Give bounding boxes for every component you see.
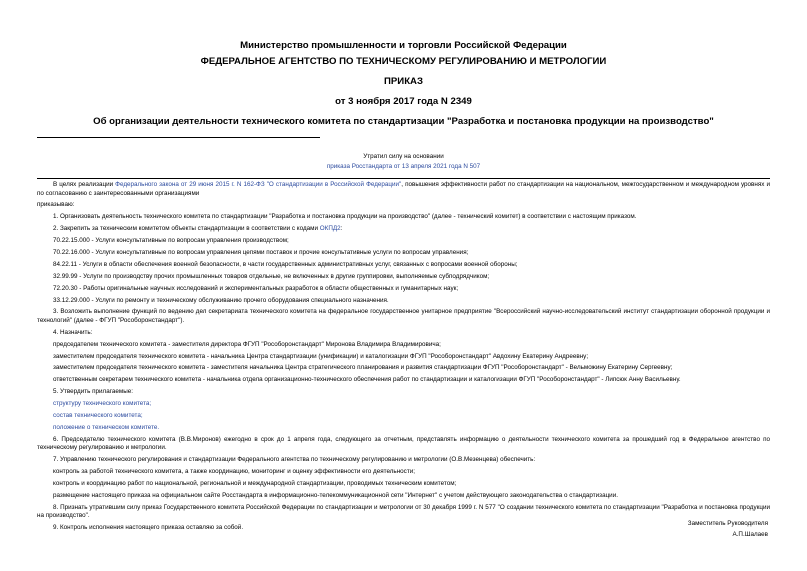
approved-item — [37, 400, 770, 409]
code-item: 32.99.99 - Услуги по производству прочих промышленных товаров отдельные, не включенных в другие группировки, выполняемые субподрядчиком; — [53, 272, 490, 280]
paragraph-4: 4. Назначить: — [53, 328, 93, 336]
doc-title: Об организации деятельности технического комитета по стандартизации "Разработка и постановка продукции на производство" — [93, 116, 714, 127]
paragraph-8: 8. Признать утратившим силу приказ Государственного комитета Российской Федерации по стандартизации и метрологии от 30 декабря 1999 г. N 577 "О создании технического комитета по стандартизации "Разработка и постановка продукции на производство". — [37, 503, 770, 520]
paragraph-2: 2. Закрепить за техническим комитетом объекты стандартизации в соответствии с кодами ОКПД2: — [53, 225, 343, 233]
paragraph-1: 1. Организовать деятельность технического комитета по стандартизации "Разработка и постановка продукции на производство" (далее - технический комитет) в соответствии с настоящим приказом. — [53, 213, 637, 221]
doc-date: от 3 ноября 2017 года N 2349 — [335, 96, 472, 107]
appointee-item: заместителем председателя технического комитета - заместителя начальника Центра стратегического планирования и развития стандартизации ФГУП "Рособоронстандарт" - Вельможину Екатерину Сергеевну; — [53, 364, 673, 372]
order-word: приказываю: — [37, 201, 75, 209]
lost-force-link[interactable]: приказа Росстандарта от 13 апреля 2021 года N 507 — [326, 163, 481, 170]
okpd2-link[interactable]: ОКПД2 — [319, 225, 341, 233]
appointee-item: ответственным секретарем технического комитета - начальника отдела организационно-технического обеспечения работ по стандартизации и каталогизации ФГУП "Рособоронстандарт" - Липсюк Анну Васильевну. — [53, 376, 681, 384]
code-item: 72.20.30 - Работы оригинальные научных исследований и экспериментальных разработок в области общественных и гуманитарных наук; — [53, 284, 459, 292]
separator-line-full — [37, 178, 770, 179]
intro-paragraph: В целях реализации Федерального закона от 29 июня 2015 г. N 162-ФЗ "О стандартизации в Российской Федерации", повышения эффективности работ по стандартизации на национальном, межгосударственном и международном уровнях и по согласованию с заинтересованными организациями — [37, 181, 770, 197]
composition-link[interactable]: состав технического комитета; — [53, 412, 143, 420]
lost-force-note: Утратил силу на основании — [363, 153, 444, 160]
paragraph-7: 7. Управлению технического регулирования и стандартизации Федерального агентства по техническому регулированию и метрологии (О.В.Мезенцева) обеспечить: — [53, 456, 536, 464]
agency-heading: ФЕДЕРАЛЬНОЕ АГЕНТСТВО ПО ТЕХНИЧЕСКОМУ РЕГУЛИРОВАНИЮ И МЕТРОЛОГИИ — [200, 56, 607, 67]
signature-position: Заместитель Руководителя — [687, 520, 768, 527]
approved-item — [37, 424, 770, 433]
code-item: 84.22.11 - Услуги в области обеспечения военной безопасности, в части государственных административных услуг, связанных с вопросами военной обороны; — [53, 260, 518, 268]
approved-item — [37, 412, 770, 421]
code-item: 70.22.15.000 - Услуги консультативные по вопросам управления производством; — [53, 237, 289, 245]
structure-link[interactable]: структуру технического комитета; — [53, 400, 152, 408]
paragraph-9: 9. Контроль исполнения настоящего приказа оставляю за собой. — [53, 524, 244, 532]
code-item: 33.12.29.000 - Услуги по ремонту и техническому обслуживанию прочего оборудования специального назначения. — [53, 296, 389, 304]
document-body — [37, 181, 770, 536]
duty-item: контроль и координацию работ по национальной, региональной и международной стандартизации, проводимых техническим комитетом; — [53, 479, 457, 487]
signature-name: А.П.Шалаев — [732, 531, 768, 538]
appointee-item: заместителем председателя технического комитета - начальника Центра стандартизации (унификации) и каталогизации ФГУП "Рособоронстандарт" Авдохину Екатерину Андреевну; — [53, 352, 589, 360]
federal-law-link[interactable]: Федерального закона от 29 июня 2015 г. N 162-ФЗ "О стандартизации в Российской Федерации" — [115, 181, 402, 188]
doc-type-heading: ПРИКАЗ — [384, 76, 423, 87]
separator-line — [37, 137, 320, 138]
code-item: 70.22.16.000 - Услуги консультативные по вопросам управления цепями поставок и прочие консультативные услуги по вопросам управления; — [53, 248, 469, 256]
duty-item: контроль за работой технического комитета, а также координацию, мониторинг и оценку эффективности его деятельности; — [53, 468, 415, 476]
paragraph-3: 3. Возложить выполнение функций по ведению дел секретариата технического комитета на федеральное государственное унитарное предприятие "Всероссийский научно-исследовательский институт стандартизации оборонной продукции и технологий" (далее - ФГУП "Рособоронстандарт"). — [37, 308, 770, 324]
appointee-item: председателем технического комитета - заместителя директора ФГУП "Рособоронстандарт" Миронова Владимира Владимировича; — [53, 340, 441, 348]
duty-item: размещение настоящего приказа на официальном сайте Росстандарта в информационно-телекоммуникационной сети "Интернет" с учетом действующего законодательства о стандартизации. — [53, 491, 618, 499]
paragraph-5: 5. Утвердить прилагаемые: — [53, 388, 133, 396]
ministry-heading: Министерство промышленности и торговли Российской Федерации — [240, 40, 567, 51]
regulation-link[interactable]: положение о техническом комитете. — [53, 423, 160, 431]
lost-force-line — [0, 163, 807, 170]
paragraph-6: 6. Председателю технического комитета (В.В.Миронов) ежегодно в срок до 1 апреля года, следующего за отчетным, представлять информацию о деятельности технического комитета за прошедший год в Федеральное агентство по техническому регулированию и метрологии. — [37, 435, 770, 452]
